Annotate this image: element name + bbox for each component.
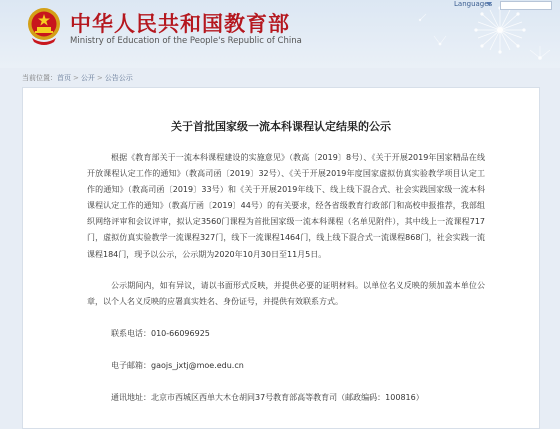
breadcrumb-prefix: 当前位置：	[22, 74, 57, 82]
breadcrumb-announcements[interactable]: 公告公示	[104, 74, 133, 82]
search-input[interactable]	[500, 1, 552, 10]
article-paragraph: 公示期间内，如有异议，请以书面形式反映，并提供必要的证明材料。以单位名义反映的须加盖本单位公章，以个人名义反映的应署真实姓名、身份证号，并提供有效联系方式。	[87, 281, 485, 307]
breadcrumb-separator: >	[73, 74, 79, 82]
breadcrumb-separator: >	[96, 74, 103, 82]
article-paragraph: 根据《教育部关于一流本科课程建设的实施意见》（教高〔2019〕8号）、《关于开展2019年国家精品在线开放课程认定工作的通知》（教高司函〔2019〕32号）、《关于开展2019年度国家虚拟仿真实验教学项目认定工作的通知》（教高司函〔2019〕33号）和《关于开展2019年线下、线上线下混合式、社会实践国家级一流本科课程认定工作的通知》（教高厅函〔2019〕44号）的有关要求，经各省级教育行政部门和高校申报推荐，我部组织网络评审和会议评审，拟认定3560门课程为首批国家级一流本科课程（名单见附件），其中线上一流课程717门，虚拟仿真实验教学一流课程327门，线下一流课程1464门，线上线下混合式一流课程868门，社会实践一流课程184门，现予以公示，公示期为2020年10月30日至11月5日。	[87, 153, 485, 259]
contact-address: 通讯地址：北京市西城区西单大木仓胡同37号教育部高等教育司（邮政编码：100816）	[111, 393, 424, 402]
site-header	[0, 0, 560, 68]
breadcrumb-home[interactable]: 首页	[57, 74, 71, 82]
breadcrumb	[22, 73, 133, 83]
contact-email: 电子邮箱：gaojs_jxtj@moe.edu.cn	[111, 361, 244, 370]
national-emblem-icon	[26, 6, 62, 46]
contact-phone: 联系电话：010-66096925	[111, 329, 210, 338]
chevron-down-icon[interactable]	[486, 2, 492, 6]
dandelion-decoration	[300, 0, 560, 68]
article-card	[22, 87, 540, 429]
article-title: 关于首批国家级一流本科课程认定结果的公示	[171, 120, 391, 133]
breadcrumb-public[interactable]: 公开	[80, 74, 95, 82]
site-subtitle-en: Ministry of Education of the People's Republic of China	[70, 36, 302, 46]
site-title[interactable]: 中华人民共和国教育部	[70, 12, 290, 36]
languages-link[interactable]: Languages	[454, 0, 493, 8]
